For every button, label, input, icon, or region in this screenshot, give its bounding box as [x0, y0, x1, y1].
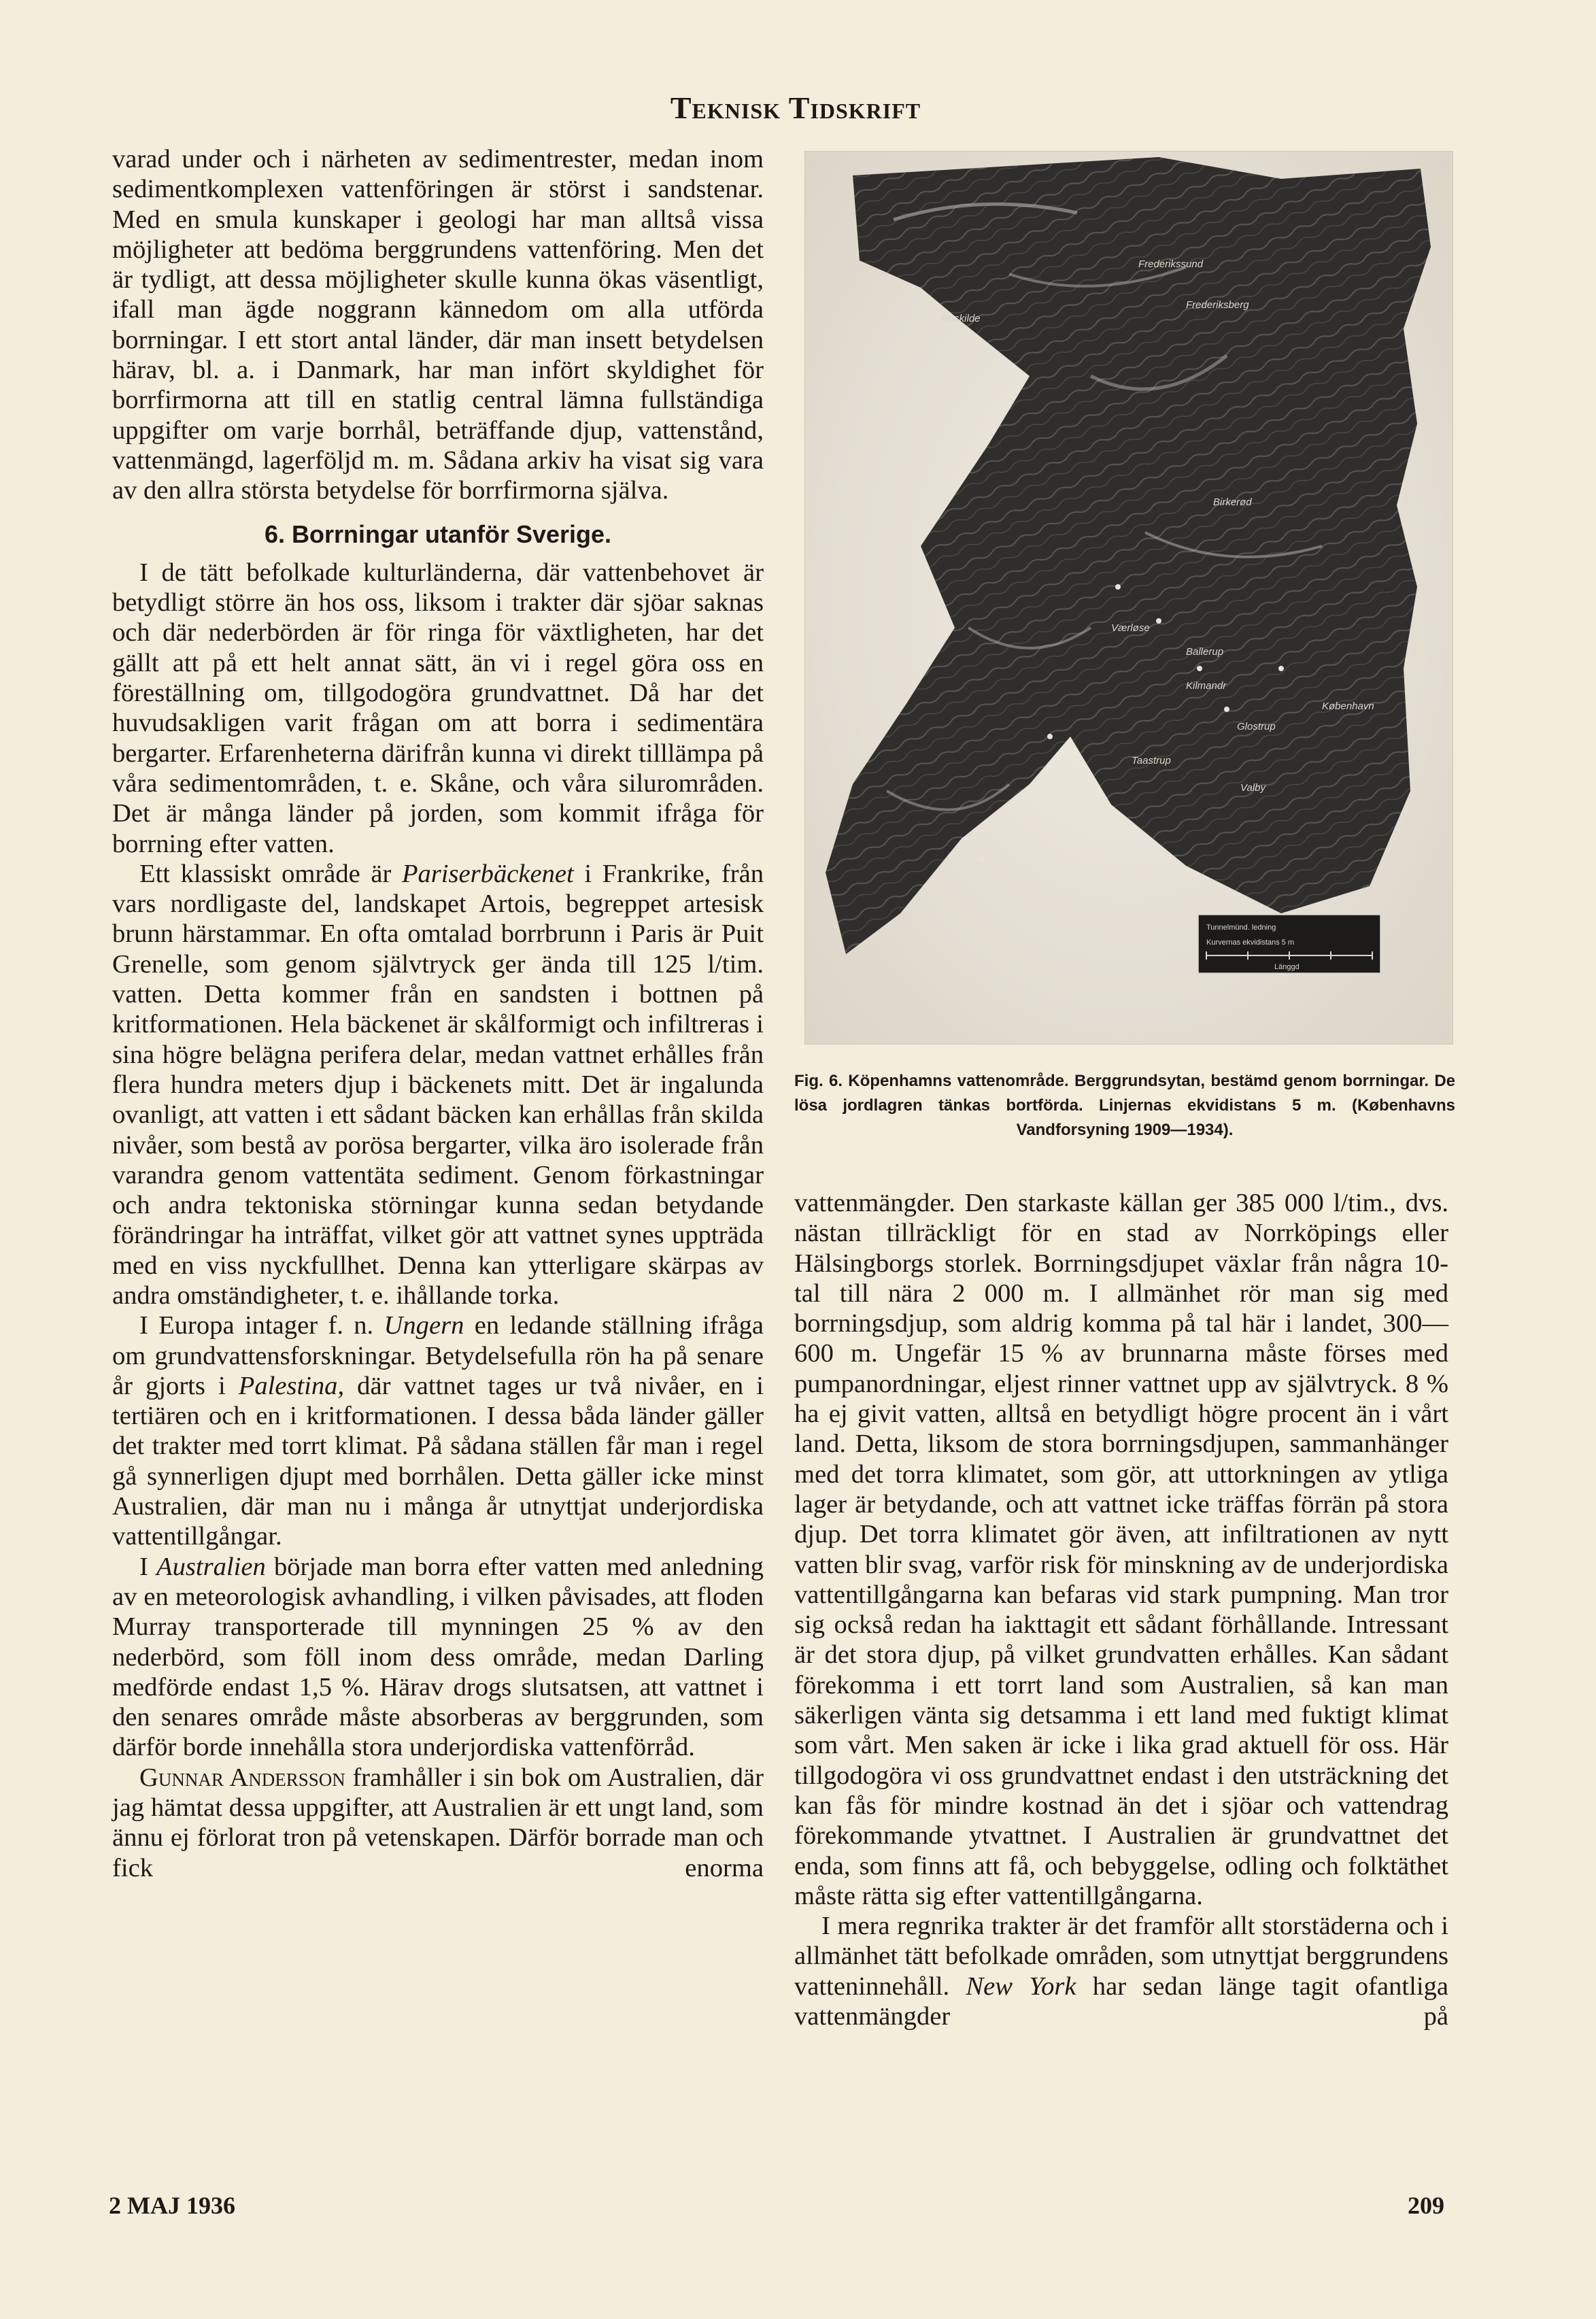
emphasis: Pariserbäckenet [401, 859, 574, 888]
paragraph: vattenmängder. Den starkaste källan ger 385 000 l/tim., dvs. nästan tillräckligt för en stad av Norrköpings eller Hälsingborgs storlek. Borrningsdjupet växlar från några 10-tal till nära 2 000 m. I allmänhet rör man sig med borrningsdjup, som aldrig komma på tal här i landet, 300—600 m. Ungefär 15 % av brunnarna måste förses med pumpanordningar, eljest rinner vattnet upp av självtryck. 8 % ha ej givit vatten, alltså en betydligt högre procent än i vårt land. Detta, liksom de stora borrningsdjupen, sammanhänger med det torra klimatet, som gör, att uttorkningen av ytliga lager är betydande, och att vattnet icke träffas förrän på stora djup. Det torra klimatet gör även, att infiltrationen av nytt vatten blir svag, varför risk för minskning av de underjordiska vattentillgångarna kan befaras vid stark pumpning. Man tror sig också redan ha iakttagit ett sådant förhållande. Intressant är det stora djup, på vilket grundvatten erhålles. Kan sådant förekomma i ett torrt land som Australien, så kan man säkerligen vänta sig detsamma i ett land med fuktigt klimat som vårt. Men saken är icke i lika grad aktuell för oss. Här tillgodogöra vi oss grundvattnet endast i den utsträckning det kan fås för mindre kostnad än det i sjöar och vattendrag förekommande ytvattnet. I Australien är grundvattnet det enda, som finns att få, och bebyggelse, odling och folktäthet måste rätta sig efter vattentillgångarna. [794, 1189, 1448, 1910]
emphasis: Ungern [384, 1311, 464, 1340]
emphasis: Palestina, [238, 1371, 345, 1400]
emphasis: Australien [156, 1552, 266, 1581]
map-label: Valby [1240, 782, 1266, 794]
figure-caption: Fig. 6. Köpenhamns vattenområde. Berggrundsytan, bestämd genom borrningar. De lösa jordlagren tänkas bortförda. Linjernas ekvidistans 5 m. (Københavns Vandforsyning 1909—1934). [794, 1072, 1455, 1139]
section-heading: 6. Borrningar utanför Sverige. [264, 520, 612, 548]
right-column [794, 1188, 1448, 2031]
paragraph: I Europa intager f. n. Ungern en ledande ställning ifråga om grundvattensforskningar. Betydelsefulla rön ha på senare år gjorts i Palestina, där vattnet tages ur två nivåer, en i tertiären och en i kritformationen. I dessa båda länder gäller det trakter med torrt klimat. På sådana ställen får man i regel gå synnerligen djupt med borrhålen. Detta gäller icke minst Australien, där man nu i många år utnyttjat underjordiska vattentillgångar. [112, 1311, 764, 1551]
svg-text:Tunnelmünd. ledning: Tunnelmünd. ledning [1206, 924, 1276, 932]
paragraph: varad under och i närheten av sedimentrester, medan inom sedimentkomplexen vattenföringen är störst i sandstenar. Med en smula kunskaper i geologi har man alltså vissa möjligheter att bedöma berggrundens vattenföring. Men det är tydligt, att dessa möjligheter skulle kunna ökas väsentligt, ifall man ägde noggrann kännedom om alla utförda borrningar. I ett stort antal länder, där man insett betydelsen härav, bl. a. i Danmark, har man infört skyldighet för borrfirmorna att till en statlig central lämna fullständiga uppgifter om varje borrhål, beträffande djup, vattenstånd, vattenmängd, lagerföljd m. m. Sådana arkiv ha visat sig vara av den allra största betydelse för borrfirmorna själva. [112, 145, 764, 505]
map-label: Glostrup [1237, 721, 1276, 732]
map-label: Birkerød [1213, 496, 1252, 508]
map-label: Ballerup [1186, 646, 1224, 658]
author-name: Gunnar Andersson [139, 1763, 345, 1792]
map-label: Frederikssund [1138, 258, 1204, 270]
journal-title: Teknisk Tidskrift [670, 90, 921, 125]
svg-text:Kurvernas ekvidistans 5 m: Kurvernas ekvidistans 5 m [1206, 938, 1294, 947]
map-legend [1198, 915, 1380, 973]
page-number: 209 [1408, 2192, 1444, 2219]
map-label: Taastrup [1132, 755, 1171, 766]
left-column [112, 144, 764, 1883]
paragraph: Gunnar Andersson framhåller i sin bok om Australien, där jag hämtat dessa uppgifter, att Australien är ett ungt land, som ännu ej förlorat tron på vetenskapen. Därför borrade man och fick enorma [112, 1763, 764, 1882]
paragraph: I Australien började man borra efter vatten med anledning av en meteorologisk avhandling, i vilken påvisades, att floden Murray transporterade till mynningen 25 % av den nederbörd, som föll inom dess område, medan Darling medförde endast 1,5 %. Härav drogs slutsatsen, att vattnet i den senares område måste absorberas av berggrunden, som därför borde innehålla stora underjordiska vattenförråd. [112, 1552, 764, 1762]
issue-date: 2 MAJ 1936 [109, 2192, 235, 2219]
map-figure [804, 151, 1453, 1045]
paragraph: I mera regnrika trakter är det framför allt storstäderna och i allmänhet tätt befolkade områden, som utnyttjat berggrundens vatteninnehåll. New York har sedan länge tagit ofantliga vattenmängder på [794, 1912, 1448, 2031]
map-label: København [1322, 700, 1374, 712]
map-label: Værløse [1111, 622, 1150, 634]
emphasis: New York [966, 1971, 1076, 2001]
paragraph: Ett klassiskt område är Pariserbäckenet i Frankrike, från vars nordligaste del, landskapet Artois, begreppet artesisk brunn härstammar. En ofta omtalad borrbrunn i Paris är Puit Grenelle, som genom självtryck ger ända till 125 l/tim. vatten. Detta kommer från en sandsten i bottnen på kritformationen. Hela bäckenet är skålformigt och infiltreras i sina högre belägna perifera delar, medan vattnet erhålles från flera hundra meters djup i bäckenets mitt. Det är ingalunda ovanligt, att vatten i ett sådant bäcken kan erhållas från skilda nivåer, som bestå av porösa bergarter, vilka äro isolerade från varandra genom vattentäta sediment. Genom förkastningar och andra tektoniska störningar kunna sedan betydande förändringar ha inträffat, vilket gör att vattnet synes uppträda med en viss nyckfullhet. Denna kan ytterligare skärpas av andra omständigheter, t. e. ihållande torka. [112, 859, 764, 1310]
map-label: Roskilde [941, 313, 981, 324]
map-image [805, 152, 1453, 1044]
map-label: Kilmandr [1186, 680, 1227, 692]
paragraph: I de tätt befolkade kulturländerna, där vattenbehovet är betydligt större än hos oss, liksom i trakter där sjöar saknas och där nederbörden är för ringa för växtligheten, har det gällt att på ett helt annat sätt, än vi i regel göra oss en föreställning om, tillgodogöra grundvattnet. Då har det huvudsakligen varit frågan om att borra i sedimentära bergarter. Erfarenheterna därifrån kunna vi direkt tilllämpa på våra sedimentområden, t. e. Skåne, och våra silurområden. Det är många länder på jorden, som kommit ifråga för borrning efter vatten. [112, 558, 764, 858]
svg-text:Länggd: Länggd [1274, 963, 1300, 971]
map-label: Frederiksberg [1186, 299, 1249, 311]
